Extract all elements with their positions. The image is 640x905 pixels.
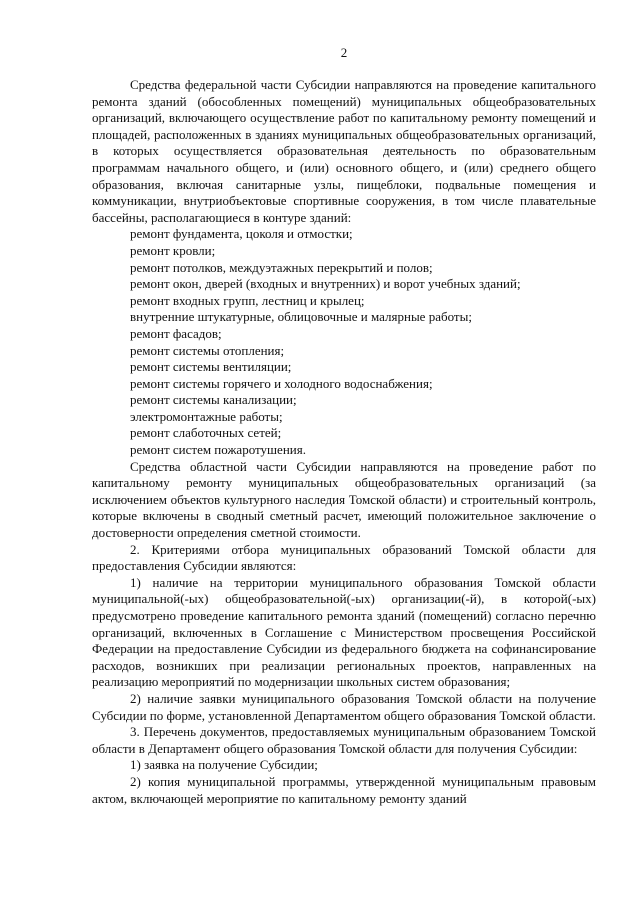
- list-item: 1) заявка на получение Субсидии;: [130, 757, 318, 773]
- list-item: внутренние штукатурные, облицовочные и малярные работы;: [130, 309, 472, 325]
- list-item: ремонт потолков, междуэтажных перекрытий и полов;: [130, 259, 433, 275]
- list-item: электромонтажные работы;: [130, 408, 283, 424]
- paragraph: Средства федеральной части Субсидии направляются на проведение капитального ремонта зданий (обособленных помещений) муниципальных общеобразовательных организаций, включающего осуществление работ по капитальному ремонту помещений и площадей, расположенных в зданиях муниципальных общеобразовательных организаций, в которых осуществляется образовательная деятельность по образовательным программам начального общего, и (или) основного общего, и (или) среднего общего образования, включая санитарные узлы, пищеблоки, подвальные помещения и коммуникации, внутриобъектовые спортивные сооружения, в том числе плавательные бассейны, располагающиеся в контуре зданий:: [92, 77, 596, 225]
- paragraph: 1) наличие на территории муниципального образования Томской области муниципальной(-ых) общеобразовательной(-ых) организации(-й), в которой(-ых) предусмотрено проведение капитального ремонта зданий (помещений) согласно перечню организаций, включенных в Соглашение с Министерством просвещения Российской Федерации на предоставление Субсидии из федерального бюджета на софинансирование расходов, возникших при реализации региональных проектов, направленных на реализацию мероприятий по модернизации школьных систем образования;: [92, 574, 596, 690]
- paragraph: Средства областной части Субсидии направляются на проведение работ по капитальному ремонту муниципальных общеобразовательных организаций (за исключением объектов культурного наследия Томской области) и строительный контроль, которые включены в сводный сметный расчет, имеющий положительное заключение о достоверности определения сметной стоимости.: [92, 458, 596, 541]
- document-body: [92, 77, 596, 807]
- paragraph: 2) копия муниципальной программы, утвержденной муниципальным правовым актом, включающей мероприятие по капитальному ремонту зданий: [92, 773, 596, 806]
- list-item: ремонт кровли;: [130, 242, 216, 258]
- list-item: ремонт окон, дверей (входных и внутренних) и ворот учебных зданий;: [130, 276, 521, 292]
- list-item: ремонт слаботочных сетей;: [130, 425, 282, 441]
- list-item: ремонт систем пожаротушения.: [130, 442, 306, 458]
- list-item: ремонт фундамента, цоколя и отмостки;: [130, 226, 353, 242]
- list-item: ремонт фасадов;: [130, 325, 222, 341]
- list-item: ремонт системы канализации;: [130, 392, 297, 408]
- list-item: ремонт входных групп, лестниц и крылец;: [130, 292, 365, 308]
- list-item: ремонт системы горячего и холодного водоснабжения;: [130, 375, 433, 391]
- paragraph: 2. Критериями отбора муниципальных образований Томской области для предоставления Субсидии являются:: [92, 541, 596, 574]
- paragraph: 3. Перечень документов, предоставляемых муниципальным образованием Томской области в Департамент общего образования Томской области для получения Субсидии:: [92, 724, 596, 756]
- list-item: ремонт системы вентиляции;: [130, 359, 292, 375]
- page-number: 2: [340, 45, 348, 60]
- paragraph: 2) наличие заявки муниципального образования Томской области на получение Субсидии по форме, установленной Департаментом общего образования Томской области.: [92, 690, 596, 723]
- list-item: ремонт системы отопления;: [130, 342, 285, 358]
